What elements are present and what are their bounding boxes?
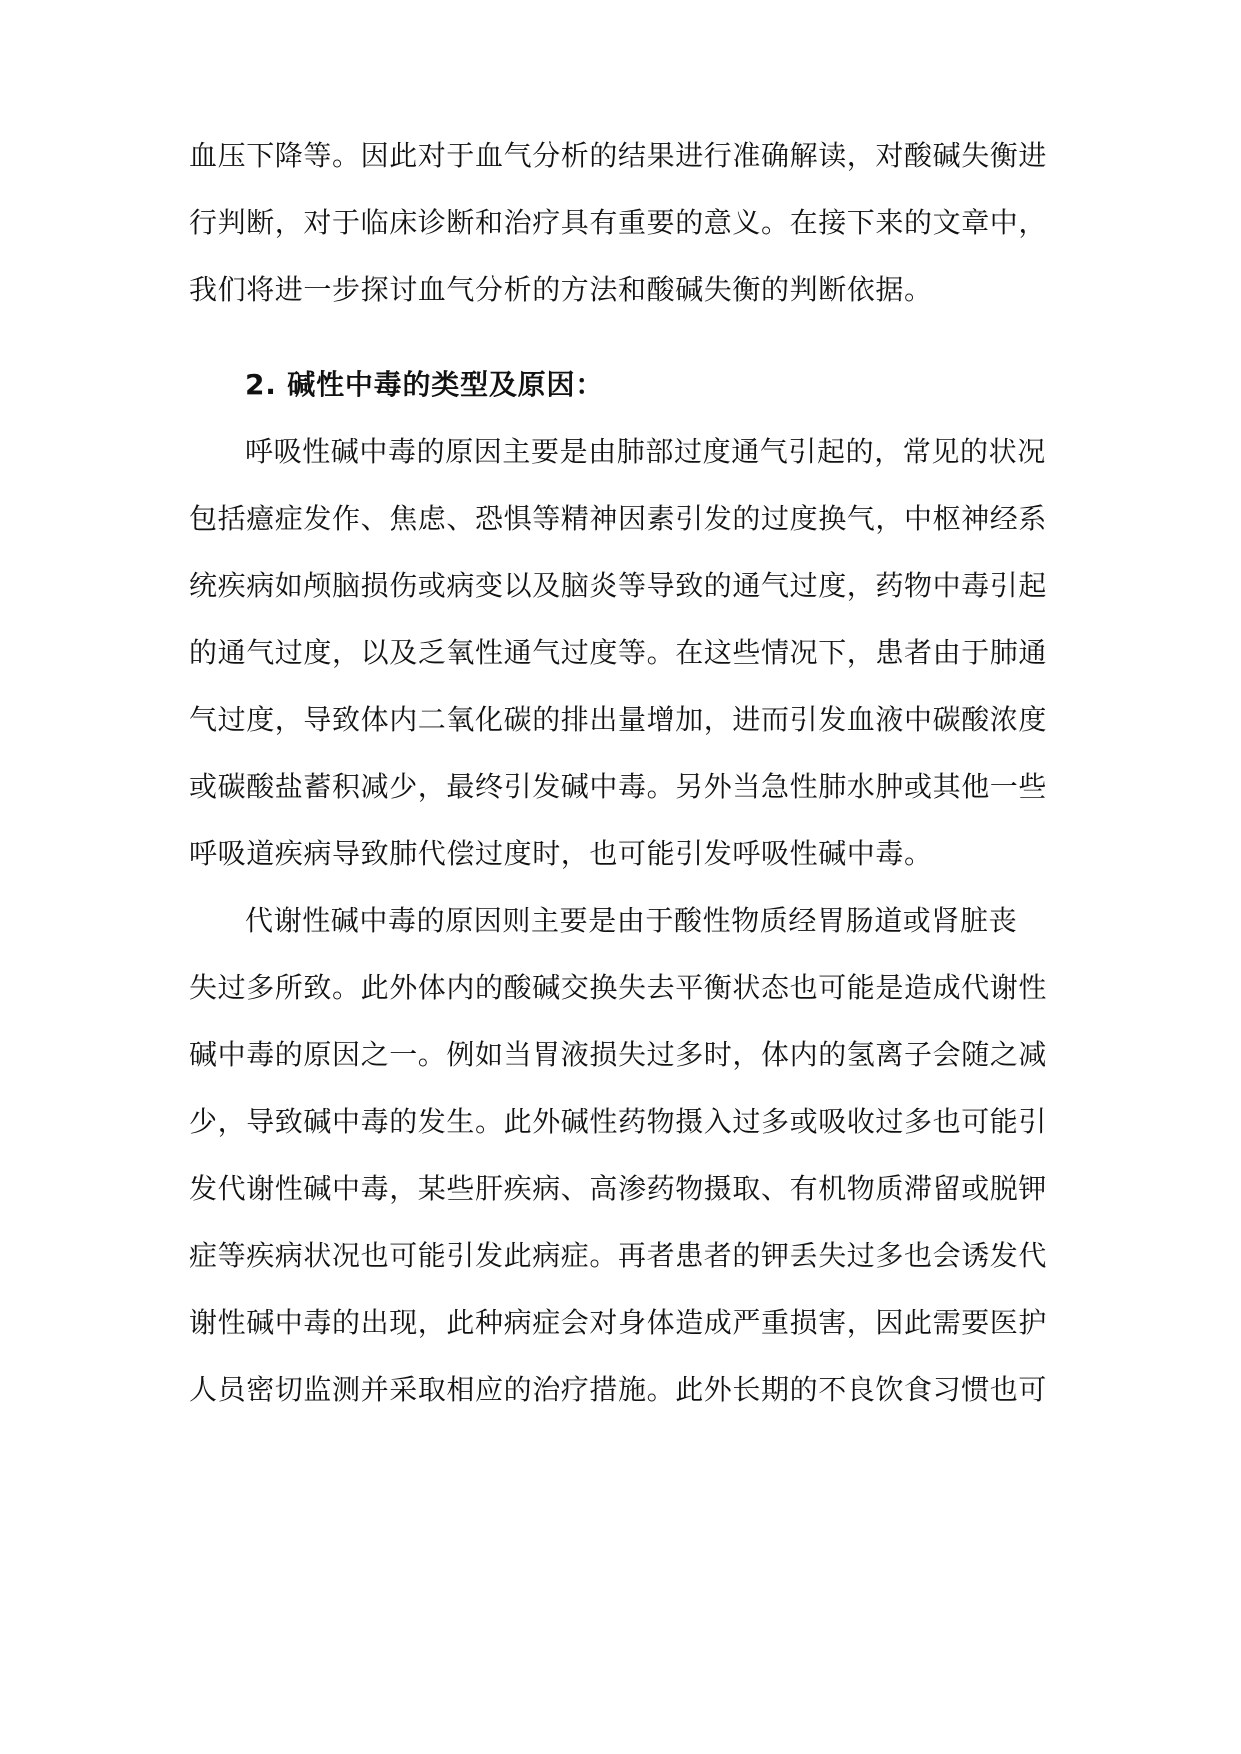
section-heading: 2. 碱性中毒的类型及原因： [245,368,605,401]
text-line: 症等疾病状况也可能引发此病症。再者患者的钾丢失过多也会诱发代 [189,1239,1048,1272]
text-line: 少，导致碱中毒的发生。此外碱性药物摄入过多或吸收过多也可能引 [189,1105,1048,1138]
text-line: 包括癔症发作、焦虑、恐惧等精神因素引发的过度换气，中枢神经系 [189,502,1048,535]
text-line: 行判断，对于临床诊断和治疗具有重要的意义。在接下来的文章中， [189,206,1048,239]
text-line: 呼吸性碱中毒的原因主要是由肺部过度通气引起的，常见的状况 [245,435,1046,468]
text-line: 失过多所致。此外体内的酸碱交换失去平衡状态也可能是造成代谢性 [189,971,1048,1004]
text-line: 统疾病如颅脑损伤或病变以及脑炎等导致的通气过度，药物中毒引起 [189,569,1048,602]
text-line: 气过度，导致体内二氧化碳的排出量增加，进而引发血液中碳酸浓度 [189,703,1048,736]
text-line: 我们将进一步探讨血气分析的方法和酸碱失衡的判断依据。 [189,273,933,306]
text-line: 的通气过度，以及乏氧性通气过度等。在这些情况下，患者由于肺通 [189,636,1048,669]
text-line: 人员密切监测并采取相应的治疗措施。此外长期的不良饮食习惯也可 [189,1373,1048,1406]
text-line: 或碳酸盐蓄积减少，最终引发碱中毒。另外当急性肺水肿或其他一些 [189,770,1048,803]
text-line: 碱中毒的原因之一。例如当胃液损失过多时，体内的氢离子会随之减 [189,1038,1048,1071]
text-line: 代谢性碱中毒的原因则主要是由于酸性物质经胃肠道或肾脏丧 [245,904,1018,937]
text-line: 发代谢性碱中毒，某些肝疾病、高渗药物摄取、有机物质滞留或脱钾 [189,1172,1048,1205]
text-line: 血压下降等。因此对于血气分析的结果进行准确解读，对酸碱失衡进 [189,139,1048,172]
text-line: 谢性碱中毒的出现，此种病症会对身体造成严重损害，因此需要医护 [189,1306,1048,1339]
text-line: 呼吸道疾病导致肺代偿过度时，也可能引发呼吸性碱中毒。 [189,837,933,870]
